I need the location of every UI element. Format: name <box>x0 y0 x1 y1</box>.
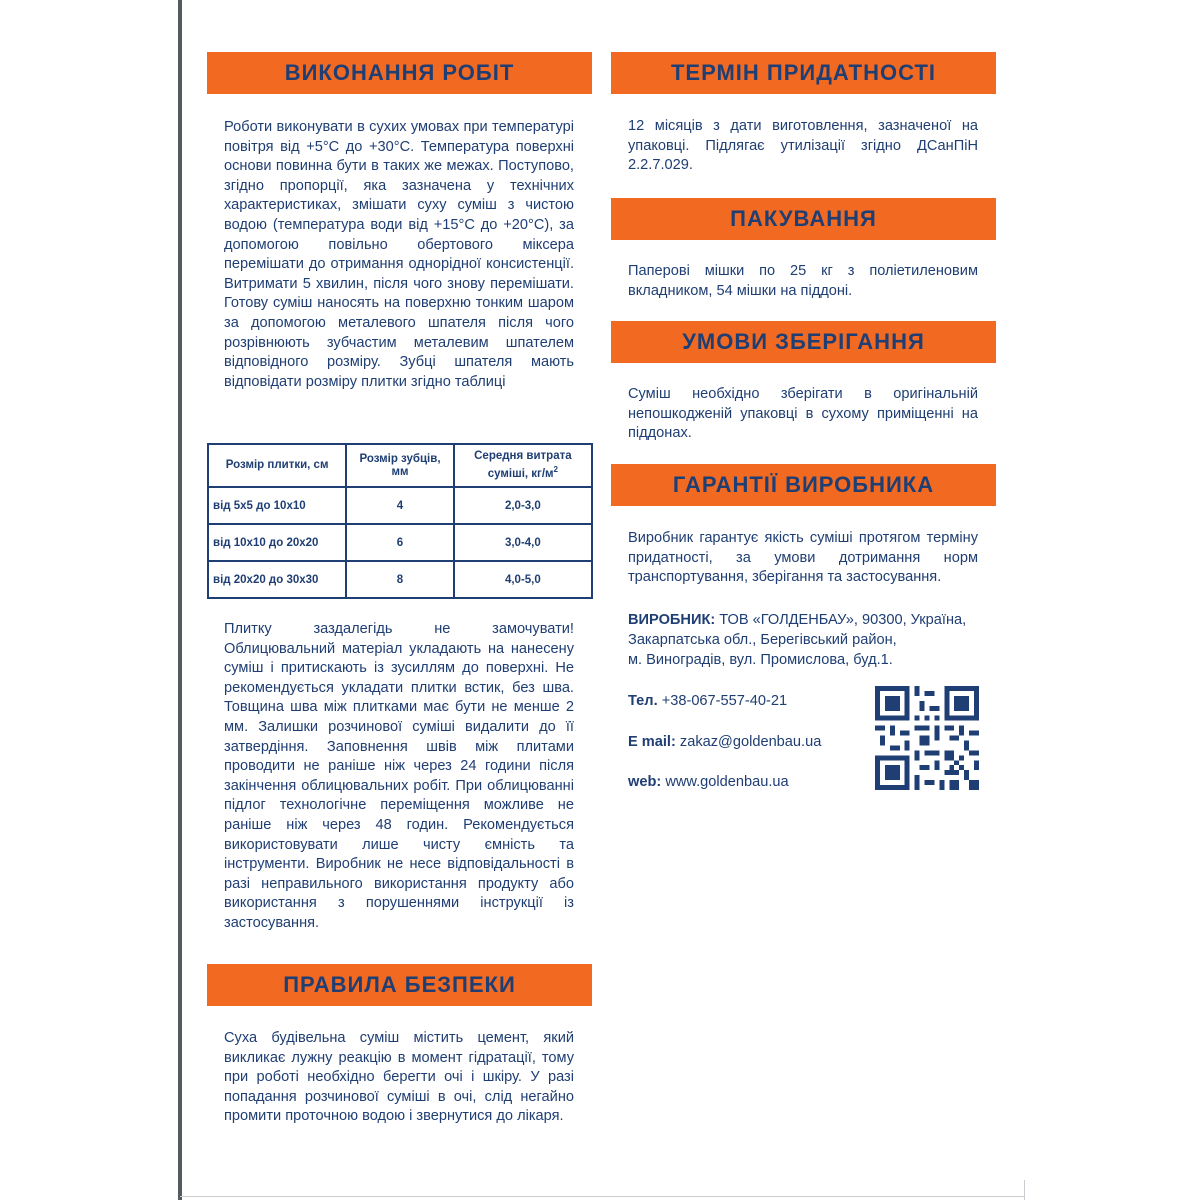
table-row <box>208 487 592 524</box>
guarantee-title: ГАРАНТІЇ ВИРОБНИКА <box>672 472 935 497</box>
shelf-life-text: 12 місяців з дати виготовлення, зазначеної на упаковці. Підлягає утилізації згідно ДСанПіН 2.2.7.029. <box>628 118 978 174</box>
table-cell: 8 <box>346 561 454 598</box>
table-cell: від 20х20 до 30х30 <box>208 561 346 598</box>
page-edge <box>178 0 182 1200</box>
table-cell: від 10х10 до 20х20 <box>208 524 346 561</box>
producer-line1: ТОВ «ГОЛДЕНБАУ», 90300, Україна, <box>719 612 967 628</box>
email-line <box>628 732 821 752</box>
shelf-life-header <box>611 52 996 94</box>
phone-line <box>628 691 787 711</box>
page-bottom-border <box>180 1196 1025 1197</box>
web-value[interactable]: www.goldenbau.ua <box>665 774 789 790</box>
email-label: E mail: <box>628 734 676 750</box>
table-header-row <box>208 444 592 487</box>
table-row <box>208 561 592 598</box>
web-line <box>628 772 789 792</box>
table-cell: 3,0-4,0 <box>454 524 592 561</box>
table-cell: від 5х5 до 10х10 <box>208 487 346 524</box>
qr-code-icon <box>875 686 979 790</box>
table-cell: 2,0-3,0 <box>454 487 592 524</box>
guarantee-header <box>611 464 996 506</box>
works-title: ВИКОНАННЯ РОБІТ <box>284 60 515 85</box>
tile-size-table <box>207 443 593 599</box>
works-text: Роботи виконувати в сухих умовах при температурі повітря від +5°C до +30°C. Температура поверхні основи повинна бути в таких же межах. Поступово, згідно пропорції, яка зазначена у технічних характеристиках, змішати суху суміш з чистою водою (температура води від +15°C до +20°C), за допомогою повільно обертового міксера перемішати до отримання однорідної консистенції. Витримати 5 хвилин, після чого знову перемішати. Готову суміш наносять на поверхню тонким шаром за допомогою металевого шпателя після чого розрівнюють зубчастим металевим шпателем відповідного розміру. Зубці шпателя мають відповідати розміру плитки згідно таблиці <box>224 119 574 390</box>
shelf-life-title: ТЕРМІН ПРИДАТНОСТІ <box>670 60 937 85</box>
table-cell: 6 <box>346 524 454 561</box>
works-header <box>207 52 592 94</box>
phone-value[interactable]: +38-067-557-40-21 <box>661 693 788 709</box>
page-right-border <box>1024 1180 1025 1200</box>
producer-label: ВИРОБНИК: <box>628 612 716 628</box>
table-cell: 4 <box>346 487 454 524</box>
producer-line3: м. Виноградів, вул. Промислова, буд.1. <box>628 652 893 668</box>
producer-block <box>628 610 988 670</box>
email-value[interactable]: zakaz@goldenbau.ua <box>679 734 822 750</box>
storage-header <box>611 321 996 363</box>
table-header-cell: Розмір плитки, см <box>208 444 346 487</box>
safety-title: ПРАВИЛА БЕЗПЕКИ <box>283 972 516 997</box>
web-label: web: <box>628 774 662 790</box>
storage-title: УМОВИ ЗБЕРІГАННЯ <box>682 329 925 354</box>
producer-line2: Закарпатська обл., Берегівський район, <box>628 632 897 648</box>
safety-text: Суха будівельна суміш містить цемент, який викликає лужну реакцію в момент гідратації, тому при роботі необхідно берегти очі і шкіру. У разі попадання розчинової суміші в очі, слід негайно промити проточною водою і звернутися до лікаря. <box>224 1030 574 1125</box>
packing-header <box>611 198 996 240</box>
table-cell: 4,0-5,0 <box>454 561 592 598</box>
table-header-cell: Середня витрата суміші, $кг/м^2$ <box>454 444 592 487</box>
storage-text: Суміш необхідно зберігати в оригінальній непошкодженій упаковці в сухому приміщенні на піддонах. <box>628 386 978 442</box>
table-header-cell: Розмір зубців, мм <box>346 444 454 487</box>
guarantee-text: Виробник гарантує якість суміші протягом терміну придатності, за умови дотримання норм транспортування, зберігання та застосування. <box>628 530 978 586</box>
safety-header <box>207 964 592 1006</box>
works-text-continued: Плитку заздалегідь не замочувати! Облицювальний матеріал укладають на нанесену суміш і притискають із зусиллям до поверхні. Не рекомендується укладати плитки встик, без шва. Товщина шва між плитками має бути не менше 2 мм. Залишки розчинової суміші видалити до її затвердіння. Заповнення швів між плитами проводити не раніше ніж через 24 години після закінчення облицювальних робіт. При облицюванні підлог технологічне переміщення можливе не раніше ніж через 48 годин. Рекомендується використовувати лише чисту ємність та інструменти. Виробник не несе відповідальності в разі неправильного використання продукту або використання з порушеннями інструкції із застосування. <box>224 621 574 931</box>
table-row <box>208 524 592 561</box>
packing-title: ПАКУВАННЯ <box>730 206 877 231</box>
phone-label: Тел. <box>628 693 658 709</box>
packing-text: Паперові мішки по 25 кг з поліетиленовим вкладником, 54 мішки на піддоні. <box>628 263 978 299</box>
